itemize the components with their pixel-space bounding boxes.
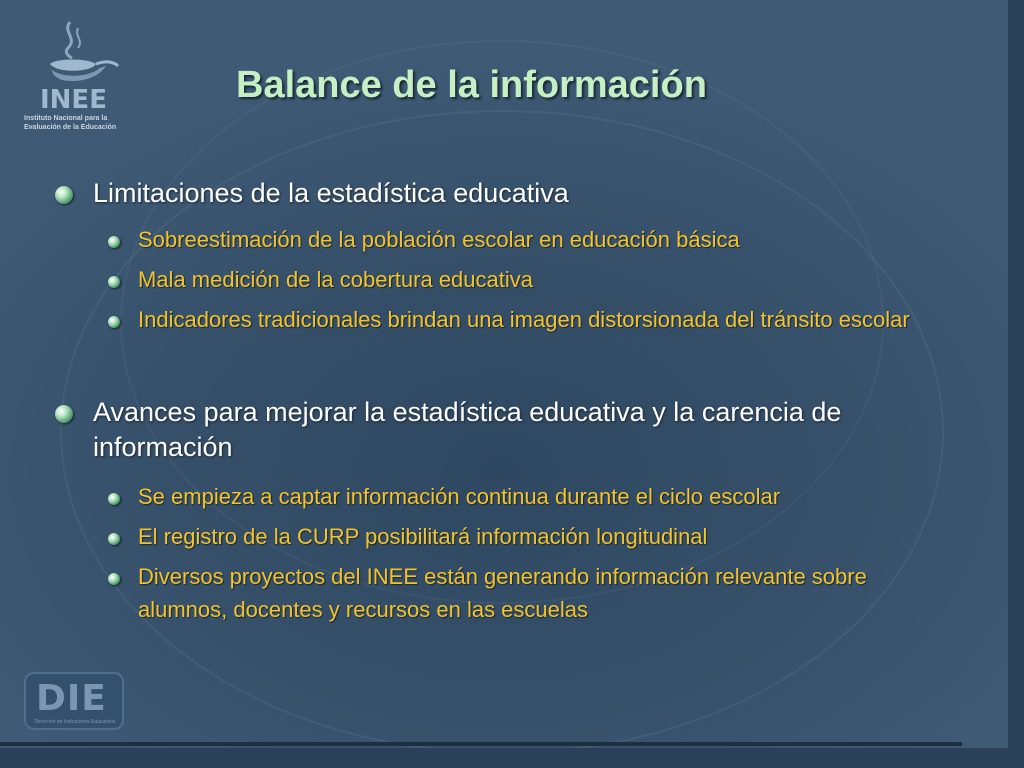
inee-caption xyxy=(24,114,134,132)
slide-frame-bottom xyxy=(0,748,1024,768)
die-logo xyxy=(24,672,124,730)
bullet-level2: Diversos proyectos del INEE están generando información relevante sobre alumnos, docentes y recursos en las escuelas xyxy=(138,564,867,622)
bullet-level2: El registro de la CURP posibilitará información longitudinal xyxy=(138,524,708,549)
inee-logo-icon xyxy=(22,18,132,114)
sub-bullet-icon xyxy=(108,316,120,328)
bullet-level2: Mala medición de la cobertura educativa xyxy=(138,267,534,292)
bullet-level1: Limitaciones de la estadística educativa xyxy=(93,178,569,208)
bullet-level1: Avances para mejorar la estadística educativa y la carencia de información xyxy=(93,397,842,462)
bullet-level2: Indicadores tradicionales brindan una imagen distorsionada del tránsito escolar xyxy=(138,307,910,332)
sub-bullet-icon xyxy=(108,276,120,288)
bullet-level2: Se empieza a captar información continua durante el ciclo escolar xyxy=(138,484,781,509)
bullet-level2: Sobreestimación de la población escolar en educación básica xyxy=(138,227,740,252)
sub-bullet-icon xyxy=(108,573,120,585)
inee-caption-line1: Instituto Nacional para la xyxy=(24,115,108,122)
inee-caption-line2: Evaluación de la Educación xyxy=(24,124,117,131)
bullet-icon xyxy=(55,405,73,423)
sub-bullet-icon xyxy=(108,236,120,248)
inee-logo-text: INEE xyxy=(40,85,107,114)
footer-divider xyxy=(0,742,962,746)
bullet-icon xyxy=(55,186,73,204)
die-logo-caption: Dirección de Indicadores Educativos xyxy=(34,719,116,725)
die-logo-text: DIE xyxy=(36,678,107,719)
slide-frame-right xyxy=(1008,0,1024,768)
sub-bullet-icon xyxy=(108,533,120,545)
slide-title: Balance de la información xyxy=(236,64,707,106)
sub-bullet-icon xyxy=(108,493,120,505)
